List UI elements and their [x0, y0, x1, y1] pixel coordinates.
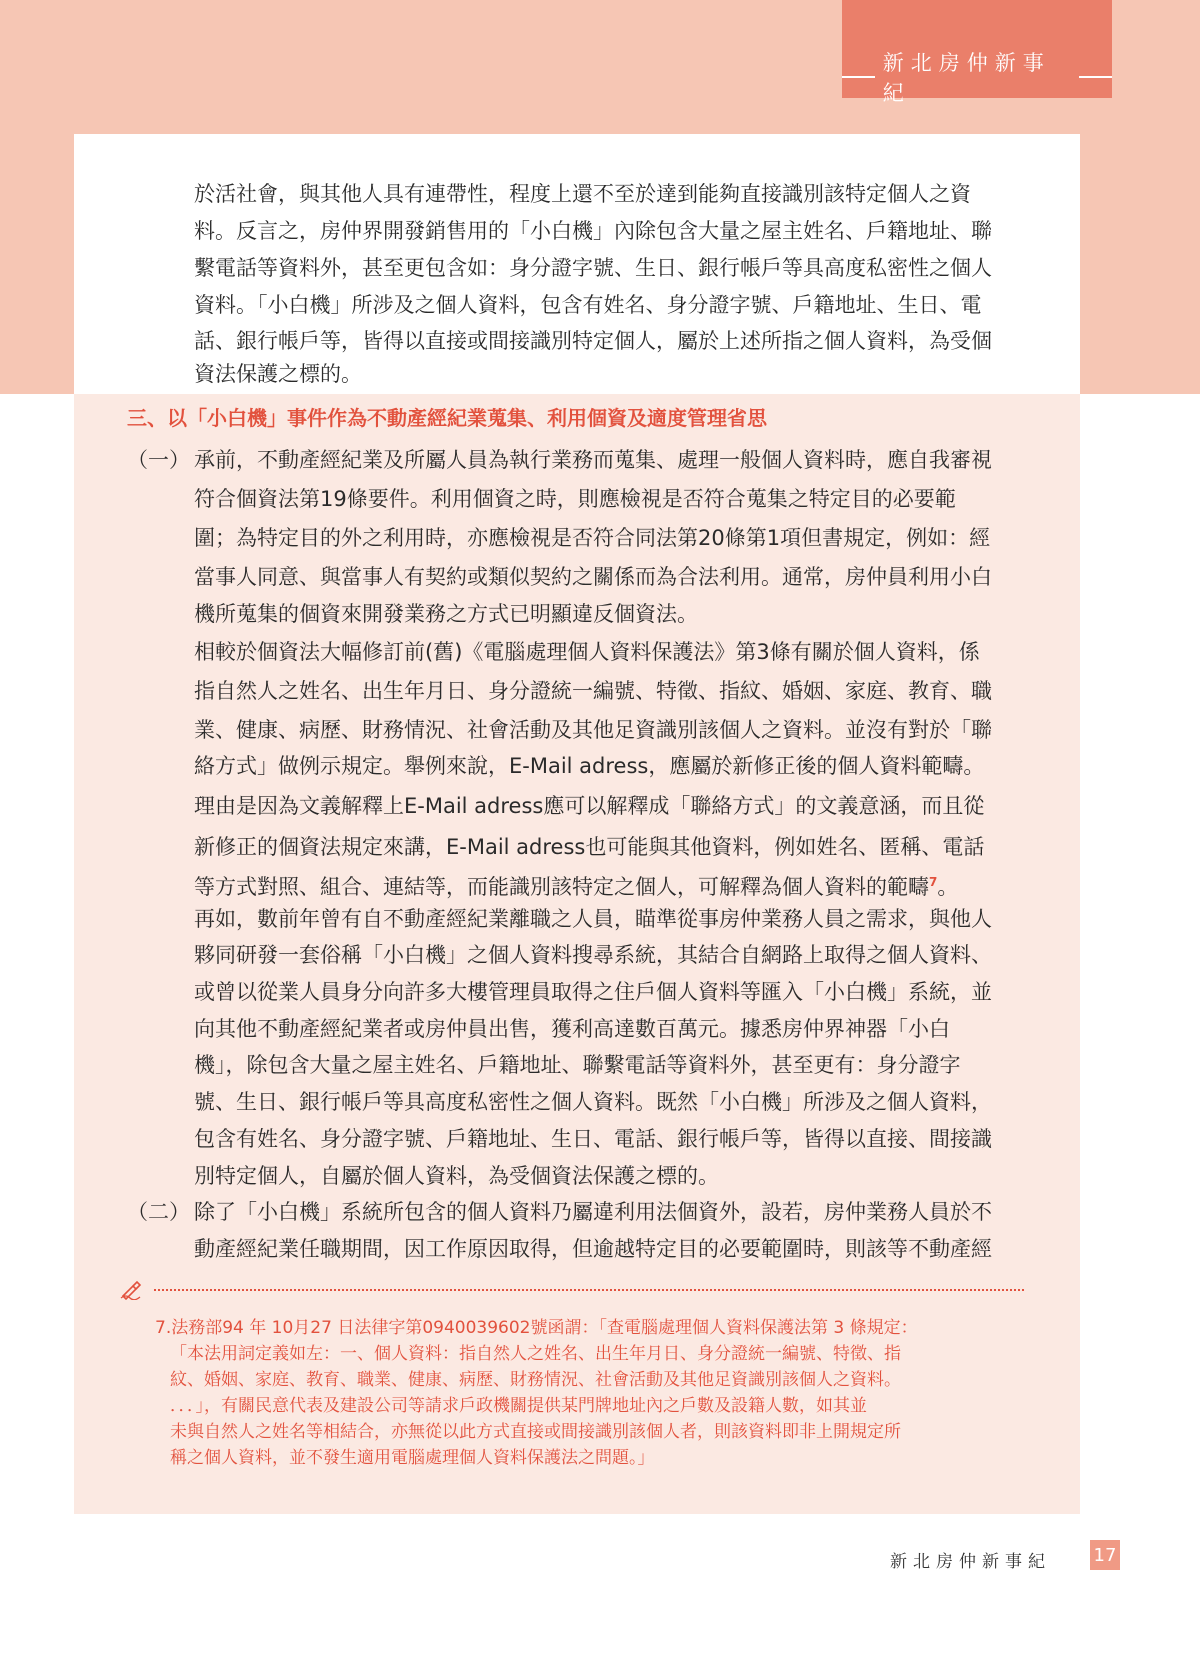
pen-writing-icon [120, 1278, 150, 1300]
footnote-separator [120, 1278, 1030, 1298]
intro-line: 話、銀行帳戶等，皆得以直接或間接識別特定個人，屬於上述所指之個人資料，為受個 [194, 329, 992, 353]
item1-para3-line: 再如，數前年曾有自不動產經紀業離職之人員，瞄準從事房仲業務人員之需求，與他人 [194, 907, 992, 931]
item1-para3-line: 包含有姓名、身分證字號、戶籍地址、生日、電話、銀行帳戶等，皆得以直接、間接識 [194, 1127, 992, 1151]
footer-title: 新北房仲新事紀 [890, 1552, 1051, 1572]
item1-para2-end: 。 [937, 875, 959, 899]
item1-para3-line: 機」，除包含大量之屋主姓名、戶籍地址、聯繫電話等資料外，甚至更有：身分證字 [194, 1053, 961, 1077]
item1-para2-last-text: 等方式對照、組合、連結等，而能識別該特定之個人，可解釋為個人資料的範疇 [194, 875, 929, 899]
item1-para2-line: 業、健康、病歷、財務情況、社會活動及其他足資識別該個人之資料。並沒有對於「聯 [194, 718, 992, 742]
item1-line: 承前，不動產經紀業及所屬人員為執行業務而蒐集、處理一般個人資料時，應自我審視 [194, 448, 992, 472]
footnote-reference[interactable]: 7 [929, 875, 938, 889]
item1-line: 機所蒐集的個資來開發業務之方式已明顯違反個資法。 [194, 602, 698, 626]
item-marker-1: （一） [127, 448, 190, 472]
footnote-line: 稱之個人資料，並不發生適用電腦處理個人資料保護法之問題。」 [170, 1448, 655, 1468]
footnote-line: 紋、婚姻、家庭、教育、職業、健康、病歷、財務情況、社會活動及其他足資識別該個人之資料。 [170, 1370, 901, 1390]
item1-line: 當事人同意、與當事人有契約或類似契約之關係而為合法利用。通常，房仲員利用小白 [194, 565, 992, 589]
header-title-text: 新北房仲新事紀 [882, 51, 1051, 105]
footnote-dotted-rule [154, 1289, 1024, 1291]
intro-line: 資法保護之標的。 [194, 362, 362, 386]
item1-para3-line: 夥同研發一套俗稱「小白機」之個人資料搜尋系統，其結合自網路上取得之個人資料、 [194, 943, 992, 967]
item-marker-2: （二） [127, 1200, 190, 1224]
footnote-line: 7.法務部94 年 10月27 日法律字第0940039602號函謂：「查電腦處理個人資料保護法第 3 條規定： [155, 1318, 918, 1338]
page-number: 17 [1090, 1540, 1120, 1570]
item1-line: 圍；為特定目的外之利用時，亦應檢視是否符合同法第20條第1項但書規定，例如：經 [194, 526, 991, 550]
intro-line: 資料。「小白機」所涉及之個人資料，包含有姓名、身分證字號、戶籍地址、生日、電 [194, 293, 982, 317]
item1-para2-line: 指自然人之姓名、出生年月日、身分證統一編號、特徵、指紋、婚姻、家庭、教育、職 [194, 679, 992, 703]
footnote-line: 未與自然人之姓名等相結合，亦無從以此方式直接或間接識別該個人者，則該資料即非上開規定所 [170, 1422, 901, 1442]
item1-para2-line: 新修正的個資法規定來講，E-Mail adress也可能與其他資料，例如姓名、匿稱、電話 [194, 835, 985, 859]
item1-para2-line: 絡方式」做例示規定。舉例來說，E-Mail adress，應屬於新修正後的個人資料範疇。 [194, 754, 985, 778]
item1-line: 符合個資法第19條要件。利用個資之時，則應檢視是否符合蒐集之特定目的必要範 [194, 487, 956, 511]
intro-line: 繫電話等資料外，甚至更包含如：身分證字號、生日、銀行帳戶等具高度私密性之個人 [194, 256, 992, 280]
item2-line: 動產經紀業任職期間，因工作原因取得，但逾越特定目的必要範圍時，則該等不動產經 [194, 1237, 992, 1261]
item1-para3-line: 向其他不動產經紀業者或房仲員出售，獲利高達數百萬元。據悉房仲界神器「小白 [194, 1017, 950, 1041]
item1-para2-line: 相較於個資法大幅修訂前(舊)《電腦處理個人資料保護法》第3條有關於個人資料，係 [194, 640, 980, 664]
footnote-line: 「本法用詞定義如左：一、個人資料：指自然人之姓名、出生年月日、身分證統一編號、特徵、指 [170, 1344, 901, 1364]
header-title [842, 51, 1112, 105]
footnote-line: ．．．」，有關民意代表及建設公司等請求戶政機關提供某門牌地址內之戶數及設籍人數，如其並 [170, 1396, 867, 1416]
item1-para2-line: 理由是因為文義解釋上E-Mail adress應可以解釋成「聯絡方式」的文義意涵，而且從 [194, 794, 985, 818]
intro-line: 料。反言之，房仲界開發銷售用的「小白機」內除包含大量之屋主姓名、戶籍地址、聯 [194, 219, 992, 243]
header-dash-right [1079, 76, 1112, 78]
item2-line: 除了「小白機」系統所包含的個人資料乃屬違利用法個資外，設若，房仲業務人員於不 [194, 1200, 992, 1224]
section-heading: 三、以「小白機」事件作為不動產經紀業蒐集、利用個資及適度管理省思 [127, 406, 767, 430]
item1-para2-last-line [194, 868, 958, 901]
item1-para3-line: 號、生日、銀行帳戶等具高度私密性之個人資料。既然「小白機」所涉及之個人資料， [194, 1090, 992, 1114]
intro-line: 於活社會，與其他人具有連帶性，程度上還不至於達到能夠直接識別該特定個人之資 [194, 182, 971, 206]
header-dash-left [842, 76, 875, 78]
item1-para3-line: 或曾以從業人員身分向許多大樓管理員取得之住戶個人資料等匯入「小白機」系統，並 [194, 980, 992, 1004]
item1-para3-line: 別特定個人，自屬於個人資料，為受個資法保護之標的。 [194, 1164, 719, 1188]
